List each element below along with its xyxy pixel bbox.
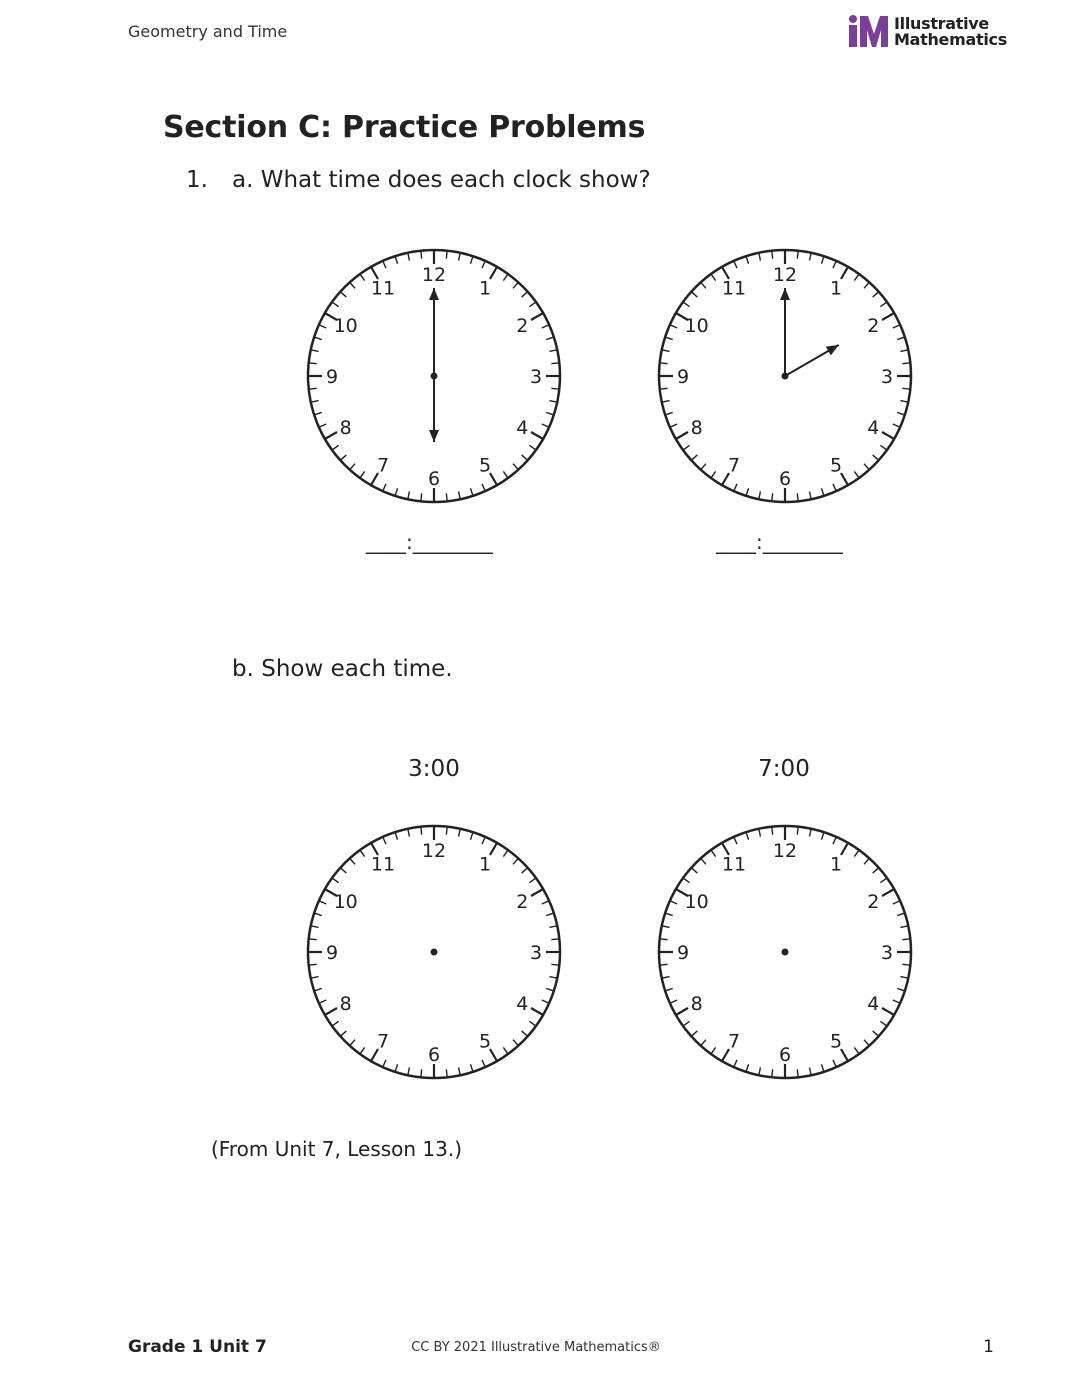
minute-tick: [309, 388, 317, 389]
clock-2: [655, 246, 915, 506]
minute-tick: [821, 1064, 823, 1072]
footer-grade-unit: Grade 1 Unit 7: [128, 1337, 267, 1357]
minute-tick: [746, 256, 748, 264]
clock-number: 5: [478, 454, 492, 477]
minute-tick: [810, 491, 812, 499]
minute-tick: [459, 253, 461, 261]
minute-tick: [546, 988, 554, 990]
clock-number: 3: [880, 942, 894, 964]
minute-tick: [395, 488, 397, 496]
minute-tick: [759, 1067, 761, 1075]
minute-tick: [360, 850, 365, 856]
clock-number: 12: [772, 264, 798, 286]
minute-tick: [683, 445, 689, 450]
minute-tick: [383, 837, 386, 844]
hour-tick: [531, 432, 543, 439]
minute-hand: [429, 288, 439, 376]
minute-tick: [897, 913, 905, 915]
minute-tick: [309, 939, 317, 940]
minute-tick: [319, 1000, 326, 1003]
minute-tick: [759, 253, 761, 261]
minute-tick: [734, 261, 737, 268]
hour-tick: [490, 473, 497, 485]
minute-tick: [383, 1060, 386, 1067]
minute-tick: [854, 1047, 859, 1053]
minute-tick: [446, 1069, 447, 1077]
minute-tick: [833, 1060, 836, 1067]
minute-tick: [542, 901, 549, 904]
minute-tick: [551, 363, 559, 364]
minute-tick: [546, 337, 554, 339]
minute-tick: [311, 350, 319, 352]
clock-number: 1: [478, 277, 492, 300]
minute-tick: [670, 1000, 677, 1003]
hour-tick: [676, 432, 688, 439]
minute-tick: [797, 493, 798, 501]
clock-center-dot: [782, 949, 789, 956]
minute-tick: [360, 274, 365, 280]
minute-tick: [549, 401, 557, 403]
clock-number: 11: [370, 853, 396, 876]
minute-tick: [746, 488, 748, 496]
minute-tick: [446, 251, 447, 259]
minute-tick: [734, 484, 737, 491]
clock-number: 10: [684, 315, 709, 337]
minute-tick: [408, 253, 410, 261]
clock-number: 1: [829, 853, 843, 876]
minute-tick: [880, 1021, 886, 1026]
hour-tick: [841, 267, 848, 279]
minute-tick: [421, 827, 422, 835]
minute-tick: [332, 1021, 338, 1026]
hour-tick: [531, 889, 543, 896]
clock-number: 4: [867, 993, 880, 1015]
minute-tick: [873, 868, 879, 873]
answer-blank-2[interactable]: ____:________: [716, 530, 843, 554]
hour-tick: [676, 1008, 688, 1015]
minute-tick: [350, 858, 355, 864]
hour-hand: [785, 345, 839, 376]
minute-tick: [665, 988, 673, 990]
minute-tick: [332, 878, 338, 883]
minute-tick: [873, 292, 879, 297]
minute-tick: [319, 424, 326, 427]
clock-number: 12: [772, 840, 798, 862]
minute-tick: [470, 256, 472, 264]
answer-blank-1[interactable]: ____:________: [366, 530, 493, 554]
minute-tick: [408, 491, 410, 499]
minute-tick: [691, 868, 697, 873]
hour-tick: [531, 313, 543, 320]
minute-tick: [833, 484, 836, 491]
minute-tick: [797, 251, 798, 259]
minute-tick: [503, 274, 508, 280]
minute-tick: [549, 926, 557, 928]
minute-tick: [670, 424, 677, 427]
clock-number: 3: [529, 942, 543, 964]
minute-tick: [470, 488, 472, 496]
minute-tick: [833, 261, 836, 268]
minute-tick: [854, 274, 859, 280]
hour-tick: [882, 889, 894, 896]
minute-tick: [360, 471, 365, 477]
logo-line-2: Mathematics: [894, 30, 1007, 49]
hour-tick: [490, 843, 497, 855]
problem-number: 1.: [186, 167, 208, 193]
minute-tick: [459, 1067, 461, 1075]
minute-tick: [880, 445, 886, 450]
minute-tick: [470, 832, 472, 840]
clock-number: 8: [690, 417, 703, 439]
minute-tick: [873, 455, 879, 460]
minute-tick: [311, 926, 319, 928]
clock-number: 2: [516, 315, 529, 337]
minute-tick: [662, 401, 670, 403]
minute-tick: [482, 1060, 485, 1067]
logo-line-1: Illustrative: [894, 14, 989, 33]
minute-tick: [319, 901, 326, 904]
part-b-prompt: b. Show each time.: [232, 656, 453, 682]
hour-tick: [325, 432, 337, 439]
minute-tick: [529, 878, 535, 883]
minute-tick: [854, 850, 859, 856]
clock-number: 10: [333, 891, 358, 913]
minute-tick: [546, 412, 554, 414]
minute-tick: [662, 350, 670, 352]
minute-tick: [711, 1047, 716, 1053]
minute-tick: [395, 1064, 397, 1072]
minute-tick: [660, 939, 668, 940]
clock-center-dot: [431, 949, 438, 956]
clock-number: 7: [376, 1030, 390, 1053]
minute-tick: [340, 868, 346, 873]
clock-number: 11: [721, 277, 747, 300]
clock-number: 11: [721, 853, 747, 876]
minute-tick: [746, 1064, 748, 1072]
minute-tick: [902, 939, 910, 940]
clock-number: 11: [370, 277, 396, 300]
minute-tick: [340, 292, 346, 297]
minute-tick: [902, 964, 910, 965]
footer-license: CC BY 2021 Illustrative Mathematics®: [411, 1340, 661, 1355]
clock-number: 7: [727, 1030, 741, 1053]
clock-number: 3: [529, 366, 543, 388]
minute-tick: [810, 1067, 812, 1075]
minute-tick: [309, 363, 317, 364]
minute-tick: [864, 858, 869, 864]
page-number: 1: [983, 1337, 994, 1357]
minute-tick: [662, 977, 670, 979]
minute-tick: [314, 988, 322, 990]
minute-tick: [900, 401, 908, 403]
minute-tick: [459, 829, 461, 837]
minute-tick: [542, 325, 549, 328]
minute-tick: [319, 325, 326, 328]
hour-hand: [429, 376, 439, 442]
minute-tick: [383, 484, 386, 491]
minute-tick: [900, 350, 908, 352]
minute-tick: [854, 471, 859, 477]
minute-tick: [665, 913, 673, 915]
clock-number: 4: [867, 417, 880, 439]
minute-tick: [459, 491, 461, 499]
minute-tick: [701, 1040, 706, 1046]
minute-tick: [759, 491, 761, 499]
minute-tick: [759, 829, 761, 837]
minute-tick: [821, 832, 823, 840]
clock-number: 4: [516, 993, 529, 1015]
minute-tick: [821, 488, 823, 496]
minute-tick: [660, 964, 668, 965]
minute-tick: [332, 302, 338, 307]
minute-tick: [810, 829, 812, 837]
minute-tick: [482, 837, 485, 844]
minute-tick: [549, 977, 557, 979]
minute-tick: [395, 832, 397, 840]
minute-tick: [772, 251, 773, 259]
hour-tick: [882, 432, 894, 439]
minute-tick: [772, 827, 773, 835]
clock-number: 9: [325, 366, 339, 388]
clock-number: 8: [339, 417, 352, 439]
minute-tick: [542, 424, 549, 427]
minute-tick: [864, 1040, 869, 1046]
minute-tick: [408, 829, 410, 837]
minute-tick: [691, 455, 697, 460]
minute-tick: [395, 256, 397, 264]
clock-number: 5: [829, 454, 843, 477]
section-title: Section C: Practice Problems: [163, 110, 646, 145]
minute-hand: [780, 288, 790, 376]
minute-tick: [902, 388, 910, 389]
minute-tick: [810, 253, 812, 261]
minute-tick: [665, 412, 673, 414]
minute-tick: [314, 337, 322, 339]
clock-1: [304, 246, 564, 506]
hour-tick: [841, 843, 848, 855]
minute-tick: [482, 484, 485, 491]
minute-tick: [880, 302, 886, 307]
minute-tick: [683, 1021, 689, 1026]
minute-tick: [683, 878, 689, 883]
minute-tick: [522, 868, 528, 873]
target-time-1: 3:00: [408, 756, 460, 782]
hour-tick: [841, 473, 848, 485]
clock-number: 2: [516, 891, 529, 913]
minute-tick: [522, 455, 528, 460]
minute-tick: [522, 1031, 528, 1036]
clock-number: 6: [427, 468, 441, 490]
minute-tick: [880, 878, 886, 883]
minute-tick: [350, 1040, 355, 1046]
minute-tick: [864, 282, 869, 288]
minute-tick: [551, 964, 559, 965]
clock-number: 6: [778, 468, 792, 490]
minute-tick: [503, 471, 508, 477]
minute-tick: [893, 424, 900, 427]
clock-number: 5: [478, 1030, 492, 1053]
minute-tick: [446, 827, 447, 835]
hour-tick: [531, 1008, 543, 1015]
minute-tick: [864, 464, 869, 470]
minute-tick: [900, 926, 908, 928]
clock-number: 2: [867, 891, 880, 913]
clock-number: 10: [684, 891, 709, 913]
minute-tick: [670, 901, 677, 904]
minute-tick: [503, 1047, 508, 1053]
hour-tick: [882, 313, 894, 320]
minute-tick: [482, 261, 485, 268]
minute-tick: [670, 325, 677, 328]
hour-tick: [882, 1008, 894, 1015]
minute-tick: [893, 325, 900, 328]
hour-tick: [325, 1008, 337, 1015]
im-logo-icon: [848, 14, 890, 48]
clock-3[interactable]: [304, 822, 564, 1082]
minute-tick: [542, 1000, 549, 1003]
minute-tick: [314, 412, 322, 414]
minute-tick: [662, 926, 670, 928]
clock-number: 9: [676, 942, 690, 964]
minute-tick: [350, 282, 355, 288]
minute-tick: [421, 1069, 422, 1077]
minute-tick: [513, 282, 518, 288]
part-a-prompt: a. What time does each clock show?: [232, 167, 651, 193]
hour-tick: [490, 1049, 497, 1061]
clock-number: 3: [880, 366, 894, 388]
minute-tick: [332, 445, 338, 450]
minute-tick: [701, 282, 706, 288]
minute-tick: [660, 388, 668, 389]
minute-tick: [522, 292, 528, 297]
minute-tick: [772, 493, 773, 501]
minute-tick: [897, 337, 905, 339]
clock-number: 6: [778, 1044, 792, 1066]
minute-tick: [311, 977, 319, 979]
minute-tick: [421, 251, 422, 259]
minute-tick: [503, 850, 508, 856]
minute-tick: [746, 832, 748, 840]
minute-tick: [833, 837, 836, 844]
minute-tick: [513, 464, 518, 470]
minute-tick: [893, 1000, 900, 1003]
minute-tick: [546, 913, 554, 915]
minute-tick: [309, 964, 317, 965]
minute-tick: [873, 1031, 879, 1036]
minute-tick: [701, 464, 706, 470]
source-note: (From Unit 7, Lesson 13.): [211, 1137, 463, 1161]
illustrative-mathematics-logo: [848, 14, 1008, 50]
clock-number: 7: [376, 454, 390, 477]
minute-tick: [408, 1067, 410, 1075]
minute-tick: [897, 412, 905, 414]
minute-tick: [470, 1064, 472, 1072]
minute-tick: [551, 939, 559, 940]
minute-tick: [734, 837, 737, 844]
minute-tick: [551, 388, 559, 389]
minute-tick: [665, 337, 673, 339]
minute-tick: [513, 1040, 518, 1046]
hour-tick: [841, 1049, 848, 1061]
clock-number: 4: [516, 417, 529, 439]
minute-tick: [529, 1021, 535, 1026]
clock-number: 12: [421, 264, 447, 286]
clock-number: 8: [339, 993, 352, 1015]
minute-tick: [340, 1031, 346, 1036]
minute-tick: [513, 858, 518, 864]
minute-tick: [314, 913, 322, 915]
header-title: Geometry and Time: [128, 22, 288, 41]
minute-tick: [529, 445, 535, 450]
clock-4[interactable]: [655, 822, 915, 1082]
minute-tick: [701, 858, 706, 864]
minute-tick: [691, 1031, 697, 1036]
minute-tick: [549, 350, 557, 352]
minute-tick: [797, 827, 798, 835]
clock-number: 1: [478, 853, 492, 876]
clock-number: 1: [829, 277, 843, 300]
clock-number: 6: [427, 1044, 441, 1066]
minute-tick: [350, 464, 355, 470]
minute-tick: [691, 292, 697, 297]
minute-tick: [421, 493, 422, 501]
minute-tick: [711, 850, 716, 856]
minute-tick: [821, 256, 823, 264]
minute-tick: [446, 493, 447, 501]
clock-number: 9: [676, 366, 690, 388]
minute-tick: [660, 363, 668, 364]
clock-number: 2: [867, 315, 880, 337]
minute-tick: [893, 901, 900, 904]
minute-tick: [340, 455, 346, 460]
minute-tick: [383, 261, 386, 268]
clock-number: 12: [421, 840, 447, 862]
minute-tick: [734, 1060, 737, 1067]
target-time-2: 7:00: [758, 756, 810, 782]
minute-tick: [711, 471, 716, 477]
minute-tick: [900, 977, 908, 979]
minute-tick: [797, 1069, 798, 1077]
clock-number: 7: [727, 454, 741, 477]
clock-number: 8: [690, 993, 703, 1015]
minute-tick: [772, 1069, 773, 1077]
hour-tick: [490, 267, 497, 279]
minute-tick: [902, 363, 910, 364]
clock-number: 10: [333, 315, 358, 337]
minute-tick: [360, 1047, 365, 1053]
minute-tick: [311, 401, 319, 403]
minute-tick: [529, 302, 535, 307]
clock-number: 9: [325, 942, 339, 964]
clock-number: 5: [829, 1030, 843, 1053]
minute-tick: [683, 302, 689, 307]
minute-tick: [897, 988, 905, 990]
minute-tick: [711, 274, 716, 280]
